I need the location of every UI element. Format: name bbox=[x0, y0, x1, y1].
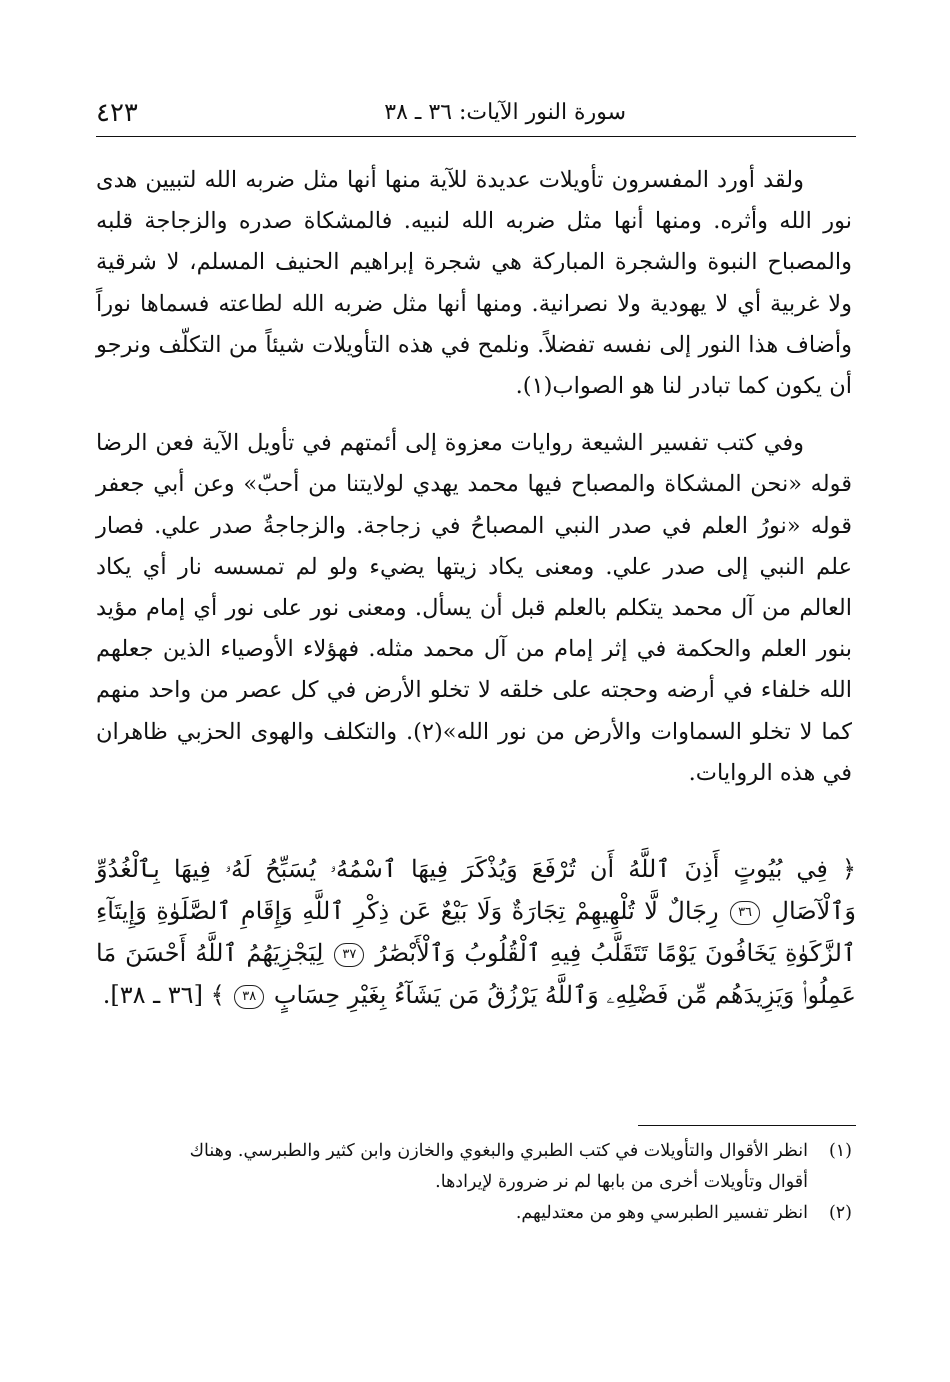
paragraph-1: ولقد أورد المفسرون تأويلات عديدة للآية منها أنها مثل ضربه الله لتبيين هدى نور الله وأثره. ومنها أنها مثل ضربه الله لنبيه. فالمشكاة صدره والزجاجة قلبه والمصباح النبوة والشجرة المباركة هي شجرة إبراهيم الحنيف المسلم، لا شرقية ولا غربية أي لا يهودية ولا نصرانية. ومنها أنها مثل ضربه الله لطاعته فسماها نوراً وأضاف هذا النور إلى نفسه تفضلاً. ونلمح في هذه التأويلات شيئاً من التكلّف ونرجو أن يكون كما تبادر لنا هو الصواب(١). bbox=[96, 167, 852, 400]
quran-verses bbox=[96, 848, 856, 1016]
footnote-continuation: أقوال وتأويلات أخرى من بابها لم نر ضرورة لإيرادها. bbox=[435, 1172, 808, 1192]
running-header bbox=[96, 96, 856, 137]
ayah-37: رِجَالٌ لَّا تُلْهِيهِمْ تِجَارَةٌ وَلَا بَيْعٌ عَن ذِكْرِ ٱللَّهِ وَإِقَامِ ٱلصَّلَوٰةِ وَإِيتَآءِ ٱلزَّكَوٰةِ يَخَافُونَ يَوْمًا تَتَقَلَّبُ فِيهِ ٱلْقُلُوبُ وَٱلْأَبْصَٰرُ bbox=[96, 897, 856, 967]
close-bracket: ﴾ bbox=[210, 981, 225, 1009]
ayah-38: لِيَجْزِيَهُمُ ٱللَّهُ أَحْسَنَ مَا عَمِلُوا۟ وَيَزِيدَهُم مِّن فَضْلِهِۦ وَٱللَّهُ يَرْزُقُ مَن يَشَآءُ بِغَيْرِ حِسَابٍ bbox=[96, 939, 856, 1009]
ayah-number-38: ٣٨ bbox=[234, 985, 264, 1009]
footnote-number: (١) bbox=[828, 1141, 852, 1161]
ayah-number-37: ٣٧ bbox=[334, 943, 364, 967]
ayah-number-36: ٣٦ bbox=[730, 901, 760, 925]
footnote-text: انظر الأقوال والتأويلات في كتب الطبري والبغوي والخازن وابن كثير والطبرسي. وهناك bbox=[189, 1141, 808, 1161]
footnote-number: (٢) bbox=[828, 1203, 852, 1223]
footnote-1 bbox=[96, 1136, 852, 1198]
page-number: ٤٢٣ bbox=[96, 98, 138, 128]
open-bracket: ﴿ bbox=[841, 855, 856, 883]
footnotes bbox=[96, 1136, 852, 1229]
body-text bbox=[96, 160, 852, 794]
header-title: سورة النور الآيات: ٣٦ ـ ٣٨ bbox=[384, 100, 626, 125]
paragraph-2: وفي كتب تفسير الشيعة روايات معزوة إلى أئمتهم في تأويل الآية فعن الرضا قوله «نحن المشكاة والمصباح فيها محمد يهدي لولايتنا من أحبّ» وعن أبي جعفر قوله «نورُ العلم في صدر النبي المصباحُ في زجاجة. والزجاجةُ صدر علي. فصار علم النبي إلى صدر علي. ومعنى يكاد زيتها يضيء ولو لم تمسسه نار أي يكاد العالم من آل محمد يتكلم بالعلم قبل أن يسأل. ومعنى نور على نور أي إمام مؤيد بنور العلم والحكمة في إثر إمام من آل محمد مثله. فهؤلاء الأوصياء الذين جعلهم الله خلفاء في أرضه وحجته على خلقه لا تخلو الأرض في كل عصر من واحد منهم كما لا تخلو السماوات والأرض من نور الله»(٢). والتكلف والهوى الحزبي ظاهران في هذه الروايات. bbox=[96, 430, 852, 786]
footnote-divider bbox=[638, 1125, 856, 1126]
footnote-2 bbox=[96, 1198, 852, 1229]
ayah-36: فِي بُيُوتٍ أَذِنَ ٱللَّهُ أَن تُرْفَعَ وَيُذْكَرَ فِيهَا ٱسْمُهُۥ يُسَبِّحُ لَهُۥ فِيهَا بِٱلْغُدُوِّ وَٱلْآصَالِ bbox=[96, 855, 856, 925]
footnote-text: انظر تفسير الطبرسي وهو من معتدليهم. bbox=[515, 1203, 808, 1223]
verse-reference: [٣٦ ـ ٣٨]. bbox=[102, 981, 203, 1009]
